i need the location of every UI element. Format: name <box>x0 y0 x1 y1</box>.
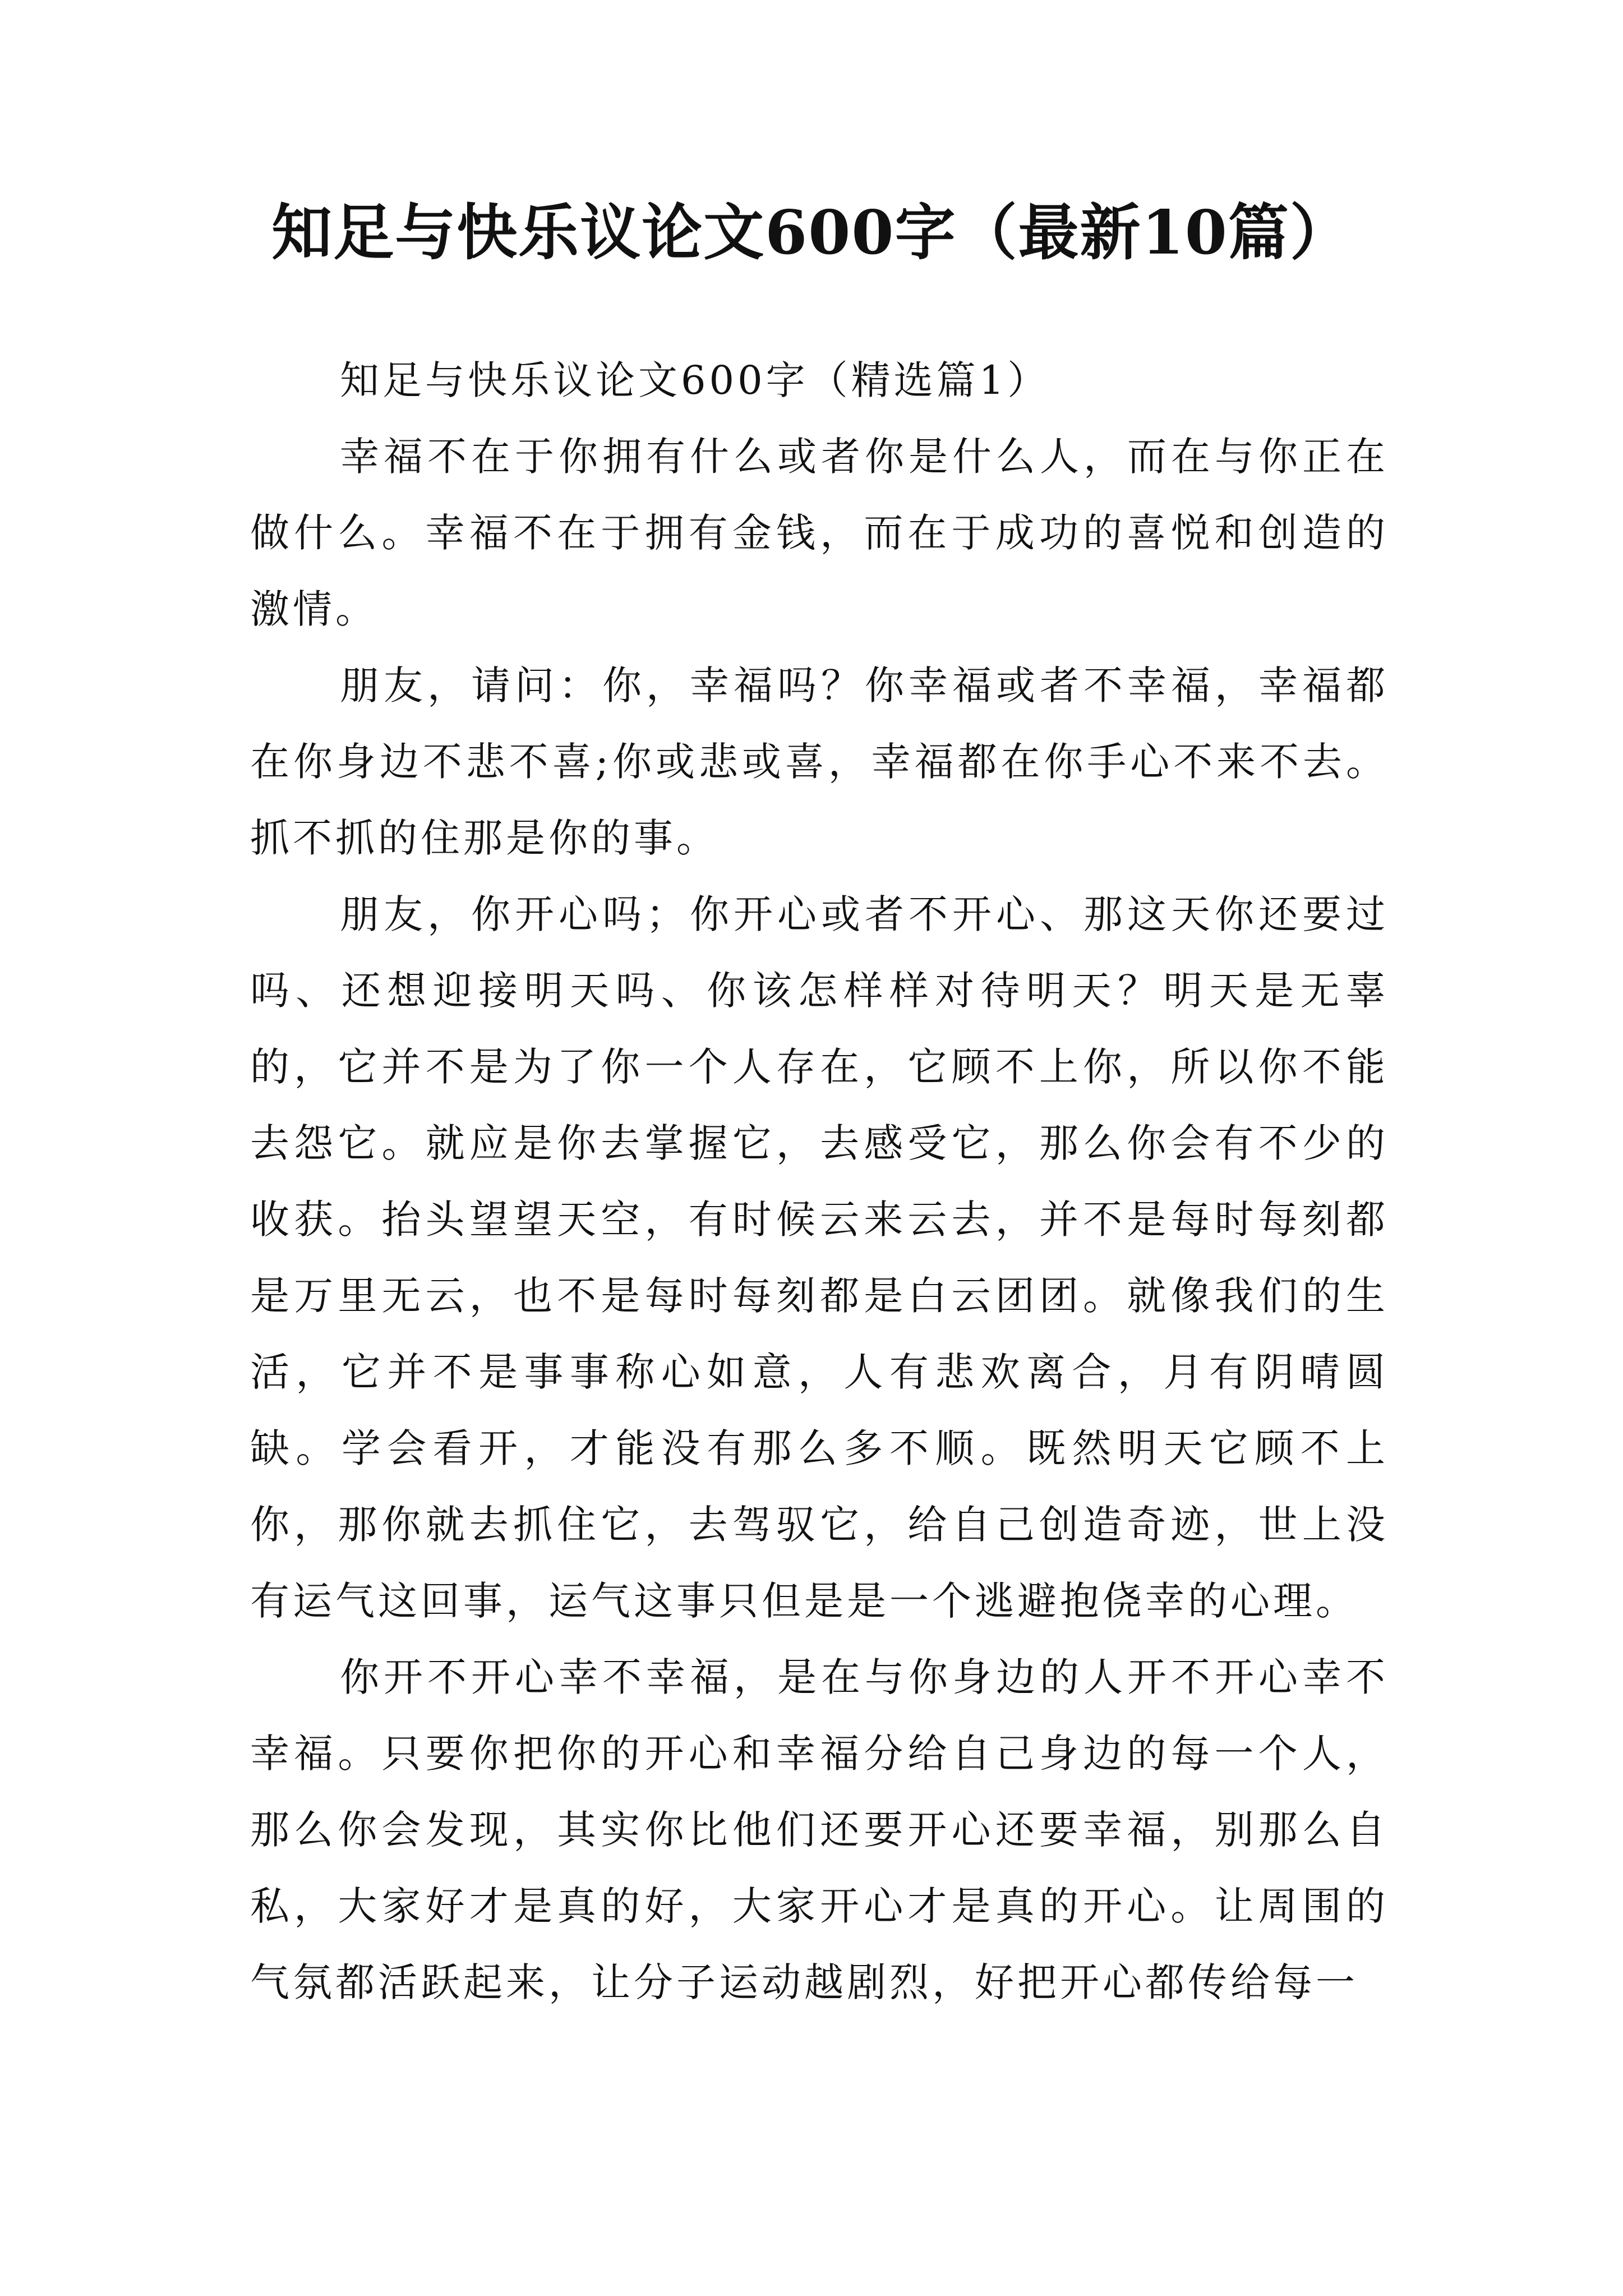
section-heading: 知足与快乐议论文600字（精选篇1） <box>340 357 1050 403</box>
paragraph-2: 朋友，请问：你，幸福吗？你幸福或者不幸福，幸福都在你身边不悲不喜;你或悲或喜，幸福都在你手心不来不去。抓不抓的住那是你的事。 <box>250 662 1389 861</box>
paragraph-1: 幸福不在于你拥有什么或者你是什么人，而在与你正在做什么。幸福不在于拥有金钱，而在于成功的喜悦和创造的激情。 <box>250 434 1389 632</box>
paragraph-4: 你开不开心幸不幸福，是在与你身边的人开不开心幸不幸福。只要你把你的开心和幸福分给自己身边的每一个人，那么你会发现，其实你比他们还要开心还要幸福，别那么自私，大家好才是真的好，大家开心才是真的开心。让周围的气氛都活跃起来，让分子运动越剧烈，好把开心都传给每一 <box>250 1654 1389 2005</box>
document-body <box>250 342 1389 2021</box>
document-title: 知足与快乐议论文600字（最新10篇） <box>271 197 1352 268</box>
paragraph-3: 朋友，你开心吗；你开心或者不开心、那这天你还要过吗、还想迎接明天吗、你该怎样样对待明天？明天是无辜的，它并不是为了你一个人存在，它顾不上你，所以你不能去怨它。就应是你去掌握它，去感受它，那么你会有不少的收获。抬头望望天空，有时候云来云去，并不是每时每刻都是万里无云，也不是每时每刻都是白云团团。就像我们的生活，它并不是事事称心如意，人有悲欢离合，月有阴晴圆缺。学会看开，才能没有那么多不顺。既然明天它顾不上你，那你就去抓住它，去驾驭它，给自己创造奇迹，世上没有运气这回事，运气这事只但是是一个逃避抱侥幸的心理。 <box>250 891 1389 1624</box>
